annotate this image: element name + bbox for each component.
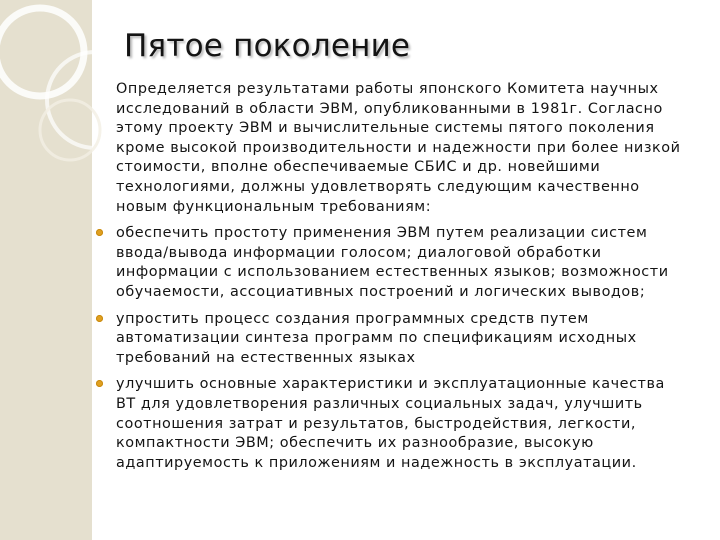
bullet-icon (96, 229, 103, 236)
slide-title: Пятое поколение (124, 28, 411, 64)
bullet-item (96, 224, 716, 302)
intro-paragraph: Определяется результатами работы японского Комитета научных исследований в области ЭВМ, опубликованными в 1981г. Согласно этому проекту ЭВМ и вычислительные системы пятого поколения кроме высокой производительности и надежности при более низкой стоимости, вполне обеспечиваемые СБИС и др. новейшими технологиями, должны удовлетворять следующим качественно новым функциональным требованиям: (116, 81, 681, 215)
bullet-text: упростить процесс создания программных средств путем автоматизации синтеза программ по спецификациям исходных требований на естественных языках (116, 310, 637, 366)
bullet-text: обеспечить простоту применения ЭВМ путем реализации систем ввода/вывода информации голосом; диалоговой обработки информации с использованием естественных языков; возможности обучаемости, ассоциативных построений и логических выводов; (116, 225, 669, 300)
bullet-item (96, 310, 716, 369)
bullet-icon (96, 315, 103, 322)
bullet-icon (96, 380, 103, 387)
bullet-text: улучшить основные характеристики и эксплуатационные качества ВТ для удовлетворения различных социальных задач, улучшить соотношения затрат и результатов, быстродействия, легкости, компактности ЭВМ; обеспечить их разнообразие, высокую адаптируемость к приложениям и надежность в эксплуатации. (116, 376, 665, 471)
bullet-item (96, 375, 716, 473)
slide-body (96, 80, 716, 480)
